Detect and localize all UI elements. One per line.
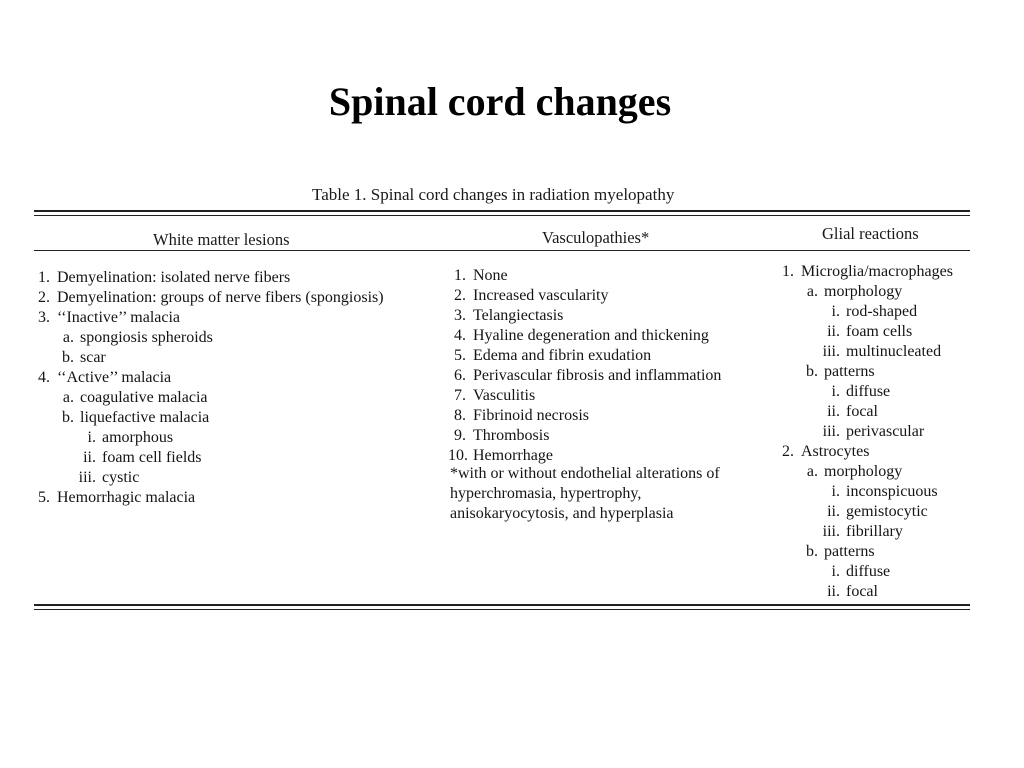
item-number: a. xyxy=(62,389,74,406)
list-item xyxy=(32,448,384,468)
item-text: Telangiectasis xyxy=(473,307,564,324)
item-number: b. xyxy=(806,363,818,380)
list-item xyxy=(32,268,384,288)
glial-reactions-list xyxy=(776,262,953,602)
list-item xyxy=(776,562,953,582)
list-item xyxy=(776,522,953,542)
item-number: ii. xyxy=(827,323,840,340)
item-text: perivascular xyxy=(846,423,925,440)
item-number: 8. xyxy=(454,407,466,424)
item-text: morphology xyxy=(824,463,903,480)
item-text: Hemorrhagic malacia xyxy=(57,489,196,506)
item-text: diffuse xyxy=(846,383,891,400)
white-matter-list xyxy=(32,268,384,508)
item-text: morphology xyxy=(824,283,903,300)
item-number: 9. xyxy=(454,427,466,444)
item-number: b. xyxy=(62,409,74,426)
list-item xyxy=(448,286,721,306)
item-text: coagulative malacia xyxy=(80,389,208,406)
item-text: diffuse xyxy=(846,563,891,580)
list-item xyxy=(448,446,721,466)
item-text: Demyelination: isolated nerve fibers xyxy=(57,269,291,286)
item-text: patterns xyxy=(824,543,875,560)
list-item xyxy=(776,482,953,502)
list-item xyxy=(32,348,384,368)
list-item xyxy=(448,426,721,446)
item-text: Vasculitis xyxy=(473,387,536,404)
item-number: i. xyxy=(831,303,840,320)
item-text: amorphous xyxy=(102,429,174,446)
item-number: 1. xyxy=(454,267,466,284)
item-number: b. xyxy=(62,349,74,366)
item-text: focal xyxy=(846,403,878,420)
item-text: liquefactive malacia xyxy=(80,409,210,426)
list-item xyxy=(776,262,953,282)
bottom-rule-thin xyxy=(34,609,970,610)
item-number: b. xyxy=(806,543,818,560)
item-number: ii. xyxy=(827,403,840,420)
item-text: ‘‘Inactive’’ malacia xyxy=(57,309,181,326)
item-text: Hyaline degeneration and thickening xyxy=(473,327,709,344)
item-number: 5. xyxy=(454,347,466,364)
column-header-white-matter: White matter lesions xyxy=(153,230,290,249)
item-number: ii. xyxy=(827,503,840,520)
item-number: i. xyxy=(831,563,840,580)
item-text: Increased vascularity xyxy=(473,287,609,304)
list-item xyxy=(32,468,384,488)
item-number: i. xyxy=(831,483,840,500)
item-text: Perivascular fibrosis and inflammation xyxy=(473,367,722,384)
item-number: a. xyxy=(806,463,818,480)
item-text: gemistocytic xyxy=(846,503,928,520)
list-item xyxy=(776,342,953,362)
item-number: 1. xyxy=(782,263,794,280)
item-number: 3. xyxy=(454,307,466,324)
slide-title: Spinal cord changes xyxy=(328,79,672,124)
list-item xyxy=(776,502,953,522)
item-number: 4. xyxy=(454,327,466,344)
item-text: Edema and fibrin exudation xyxy=(473,347,652,364)
item-text: Fibrinoid necrosis xyxy=(473,407,589,424)
item-text: Thrombosis xyxy=(473,427,550,444)
item-text: fibrillary xyxy=(846,523,903,540)
item-number: iii. xyxy=(822,343,840,360)
vasculopathies-list xyxy=(448,266,721,466)
item-number: 7. xyxy=(454,387,466,404)
list-item xyxy=(776,582,953,602)
item-text: focal xyxy=(846,583,878,600)
list-item xyxy=(32,308,384,328)
list-item xyxy=(776,462,953,482)
list-item xyxy=(776,362,953,382)
item-text: scar xyxy=(80,349,106,366)
item-number: 2. xyxy=(38,289,50,306)
item-text: foam cells xyxy=(846,323,913,340)
item-number: a. xyxy=(62,329,74,346)
item-number: 6. xyxy=(454,367,466,384)
list-item xyxy=(776,542,953,562)
list-item xyxy=(32,488,384,508)
item-number: 4. xyxy=(38,369,50,386)
top-rule-thin xyxy=(34,215,970,216)
item-number: 5. xyxy=(38,489,50,506)
item-text: inconspicuous xyxy=(846,483,938,500)
list-item xyxy=(448,306,721,326)
item-text: patterns xyxy=(824,363,875,380)
list-item xyxy=(448,386,721,406)
list-item xyxy=(776,402,953,422)
list-item xyxy=(448,406,721,426)
item-number: 2. xyxy=(454,287,466,304)
list-item xyxy=(776,442,953,462)
list-item xyxy=(32,388,384,408)
header-rule xyxy=(34,250,970,251)
list-item xyxy=(32,368,384,388)
item-number: i. xyxy=(87,429,96,446)
list-item xyxy=(32,288,384,308)
item-text: cystic xyxy=(102,469,140,486)
column-header-vasculopathies: Vasculopathies* xyxy=(542,228,650,247)
list-item xyxy=(776,322,953,342)
list-item xyxy=(776,282,953,302)
item-text: rod-shaped xyxy=(846,303,918,320)
item-number: ii. xyxy=(83,449,96,466)
column-header-glial: Glial reactions xyxy=(822,224,919,243)
item-number: 1. xyxy=(38,269,50,286)
item-number: ii. xyxy=(827,583,840,600)
item-text: ‘‘Active’’ malacia xyxy=(57,369,172,386)
list-item xyxy=(448,366,721,386)
list-item xyxy=(32,408,384,428)
list-item xyxy=(776,302,953,322)
item-number: iii. xyxy=(78,469,96,486)
item-number: i. xyxy=(831,383,840,400)
list-item xyxy=(32,328,384,348)
item-text: Microglia/macrophages xyxy=(801,263,953,280)
list-item xyxy=(32,428,384,448)
item-number: a. xyxy=(806,283,818,300)
list-item xyxy=(776,422,953,442)
item-number: 3. xyxy=(38,309,50,326)
list-item xyxy=(448,326,721,346)
item-number: iii. xyxy=(822,523,840,540)
list-item xyxy=(448,346,721,366)
item-text: spongiosis spheroids xyxy=(80,329,213,346)
table-caption: Table 1. Spinal cord changes in radiation myelopathy xyxy=(312,185,675,204)
item-number: iii. xyxy=(822,423,840,440)
list-item xyxy=(776,382,953,402)
item-number: 2. xyxy=(782,443,794,460)
item-text: multinucleated xyxy=(846,343,942,360)
item-text: Astrocytes xyxy=(801,443,870,460)
item-text: Hemorrhage xyxy=(473,447,553,464)
item-text: foam cell fields xyxy=(102,449,202,466)
list-item xyxy=(448,266,721,286)
vasculopathies-note: *with or without endothelial alterations of hyperchromasia, hypertrophy, anisokaryocytosis, and hyperplasia xyxy=(450,465,720,522)
item-text: Demyelination: groups of nerve fibers (spongiosis) xyxy=(57,289,384,306)
bottom-rule xyxy=(34,604,970,606)
item-text: None xyxy=(473,267,508,284)
item-number: 10. xyxy=(448,447,468,464)
top-rule xyxy=(34,210,970,212)
